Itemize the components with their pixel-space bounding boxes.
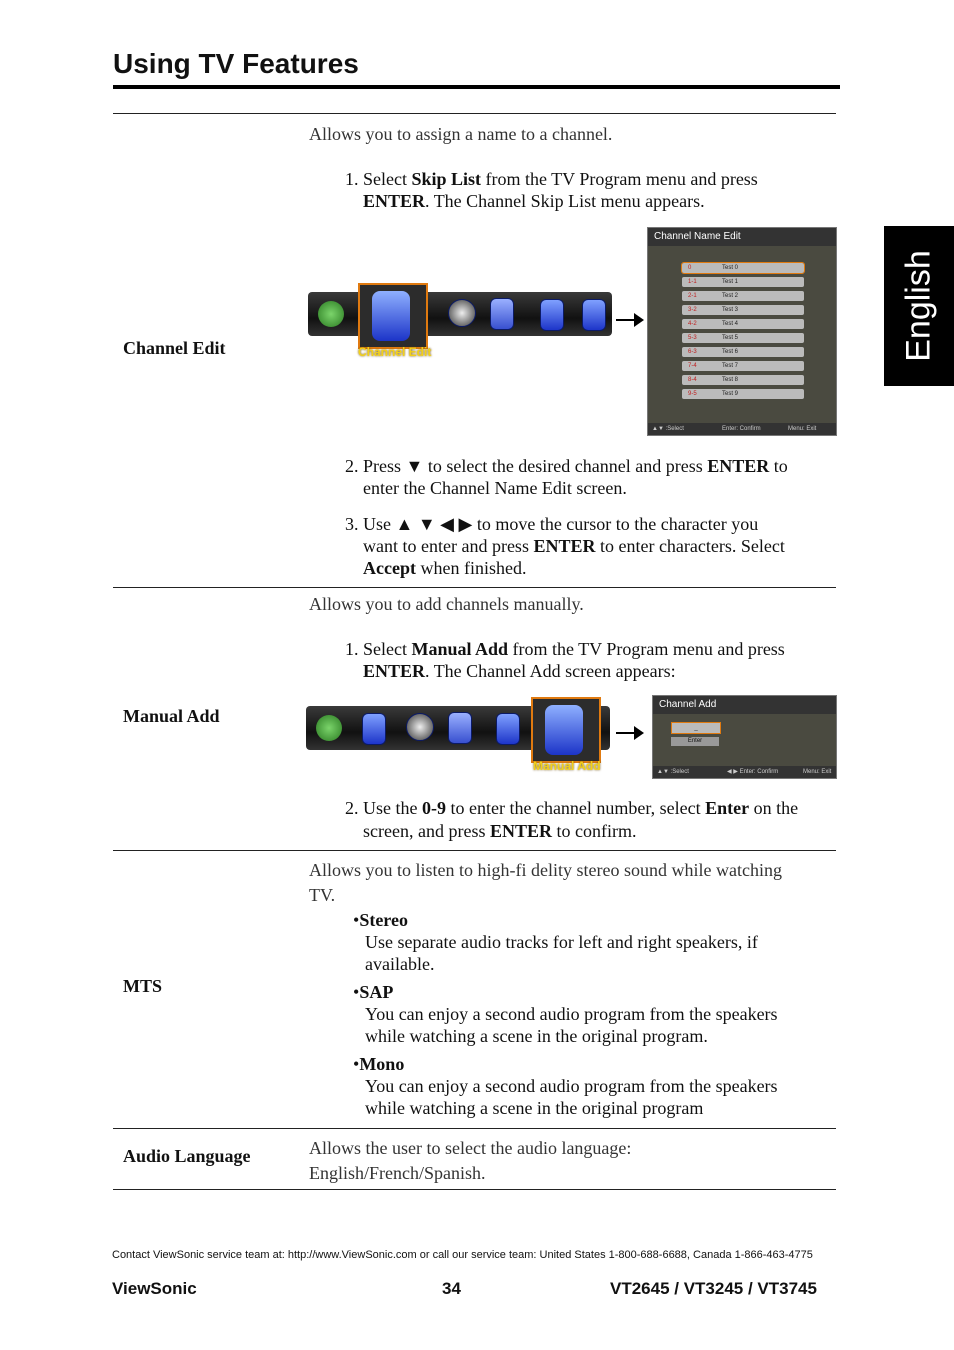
add-icon (582, 299, 606, 331)
user-icon (490, 298, 514, 330)
channel-row: 6-3 Test 6 (682, 347, 804, 357)
channel-edit-step2-line2: enter the Channel Name Edit screen. (363, 478, 627, 498)
channel-edit-step1-line2: ENTER. The Channel Skip List menu appears. (363, 191, 705, 211)
audio-icon (448, 299, 476, 327)
manual-add-step2-line1: 2. Use the 0-9 to enter the channel number, select Enter on the (345, 798, 799, 818)
footer-model: VT2645 / VT3245 / VT3745 (610, 1279, 817, 1298)
user-icon (448, 712, 472, 744)
screen-footer: ▲▼ :Select Enter: Confirm Menu: Exit (648, 423, 836, 435)
skip-icon (496, 713, 520, 745)
channel-name-edit-screen (647, 227, 837, 436)
updown-icon (362, 713, 386, 745)
mts-item-text: while watching a scene in the original program (365, 1098, 704, 1118)
audio-language-description-line2: English/French/Spanish. (309, 1163, 486, 1183)
mts-item-title: •SAP (353, 982, 394, 1002)
audio-icon (406, 713, 434, 741)
manual-add-menu-item (531, 697, 601, 763)
enter-button: Enter (671, 737, 719, 746)
mts-item-text: available. (365, 954, 435, 974)
footer-brand: ViewSonic (112, 1279, 197, 1298)
channel-row: 2-1 Test 2 (682, 291, 804, 301)
channel-edit-description: Allows you to assign a name to a channel. (309, 124, 613, 144)
manual-add-step1-line2: ENTER. The Channel Add screen appears: (363, 661, 676, 681)
return-arrow-icon (316, 715, 342, 741)
table-rule (113, 1189, 836, 1190)
row-label-mts: MTS (123, 976, 163, 996)
channel-row: 1-1 Test 1 (682, 277, 804, 287)
table-rule (113, 850, 836, 851)
row-label-channel-edit: Channel Edit (123, 338, 226, 358)
channel-row: 3-2 Test 3 (682, 305, 804, 315)
row-label-manual-add: Manual Add (123, 706, 220, 726)
footer-page-number: 34 (442, 1279, 461, 1298)
channel-edit-menu-label: Channel Edit (358, 345, 432, 359)
row-label-audio-language: Audio Language (123, 1146, 251, 1166)
footer-contact: Contact ViewSonic service team at: http://www.ViewSonic.com or call our service team: United States 1-800-688-6688, Canada 1-866-463-4775 (112, 1249, 813, 1261)
channel-edit-step2-line1: 2. Press ▼ to select the desired channel and press ENTER to (345, 456, 788, 476)
table-rule (113, 587, 836, 588)
skip-icon (540, 299, 564, 331)
return-arrow-icon (318, 301, 344, 327)
channel-edit-step3-line3: Accept when finished. (363, 558, 527, 578)
table-rule (113, 113, 836, 114)
channel-edit-menu-item (358, 283, 428, 349)
tv-menu-bar (308, 292, 612, 336)
channel-row: 9-5 Test 9 (682, 389, 804, 399)
title-rule (113, 85, 840, 89)
language-tab-label: English (899, 250, 938, 362)
channel-number-field: _ (671, 722, 721, 734)
channel-edit-step1-line1: 1. Select Skip List from the TV Program menu and press (345, 169, 758, 189)
page-title: Using TV Features (113, 48, 359, 79)
mts-description-line2: TV. (309, 885, 336, 905)
add-icon (545, 705, 583, 755)
mts-item-title: •Mono (353, 1054, 405, 1074)
channel-row: 0 Test 0 (682, 263, 804, 273)
audio-language-description-line1: Allows the user to select the audio language: (309, 1138, 632, 1158)
screen-title: Channel Add (653, 696, 836, 714)
channel-add-screen (652, 695, 837, 779)
mts-description-line1: Allows you to listen to high-fi delity stereo sound while watching (309, 860, 782, 880)
screen-footer: ▲▼ :Select ◀ ▶ Enter: Confirm Menu: Exit (653, 766, 836, 778)
channel-row: 5-3 Test 5 (682, 333, 804, 343)
mts-item-text: while watching a scene in the original program. (365, 1026, 708, 1046)
manual-add-description: Allows you to add channels manually. (309, 594, 584, 614)
mts-item-text: Use separate audio tracks for left and right speakers, if (365, 932, 758, 952)
channel-edit-step3-line1: 3. Use ▲ ▼ ◀ ▶ to move the cursor to the character you (345, 514, 759, 534)
channel-row: 8-4 Test 8 (682, 375, 804, 385)
channel-edit-step3-line2: want to enter and press ENTER to enter characters. Select (363, 536, 785, 556)
updown-icon (372, 291, 410, 341)
screen-title: Channel Name Edit (648, 228, 836, 246)
table-rule (113, 1128, 836, 1129)
mts-item-text: You can enjoy a second audio program from the speakers (365, 1076, 778, 1096)
arrow-right-icon (616, 732, 642, 734)
mts-item-title: •Stereo (353, 910, 408, 930)
mts-item-text: You can enjoy a second audio program from the speakers (365, 1004, 778, 1024)
manual-add-step2-line2: screen, and press ENTER to confirm. (363, 821, 637, 841)
arrow-right-icon (616, 319, 642, 321)
manual-add-step1-line1: 1. Select Manual Add from the TV Program menu and press (345, 639, 785, 659)
channel-row: 4-2 Test 4 (682, 319, 804, 329)
language-tab (884, 226, 954, 386)
manual-add-menu-label: Manual Add (533, 759, 601, 773)
channel-row: 7-4 Test 7 (682, 361, 804, 371)
